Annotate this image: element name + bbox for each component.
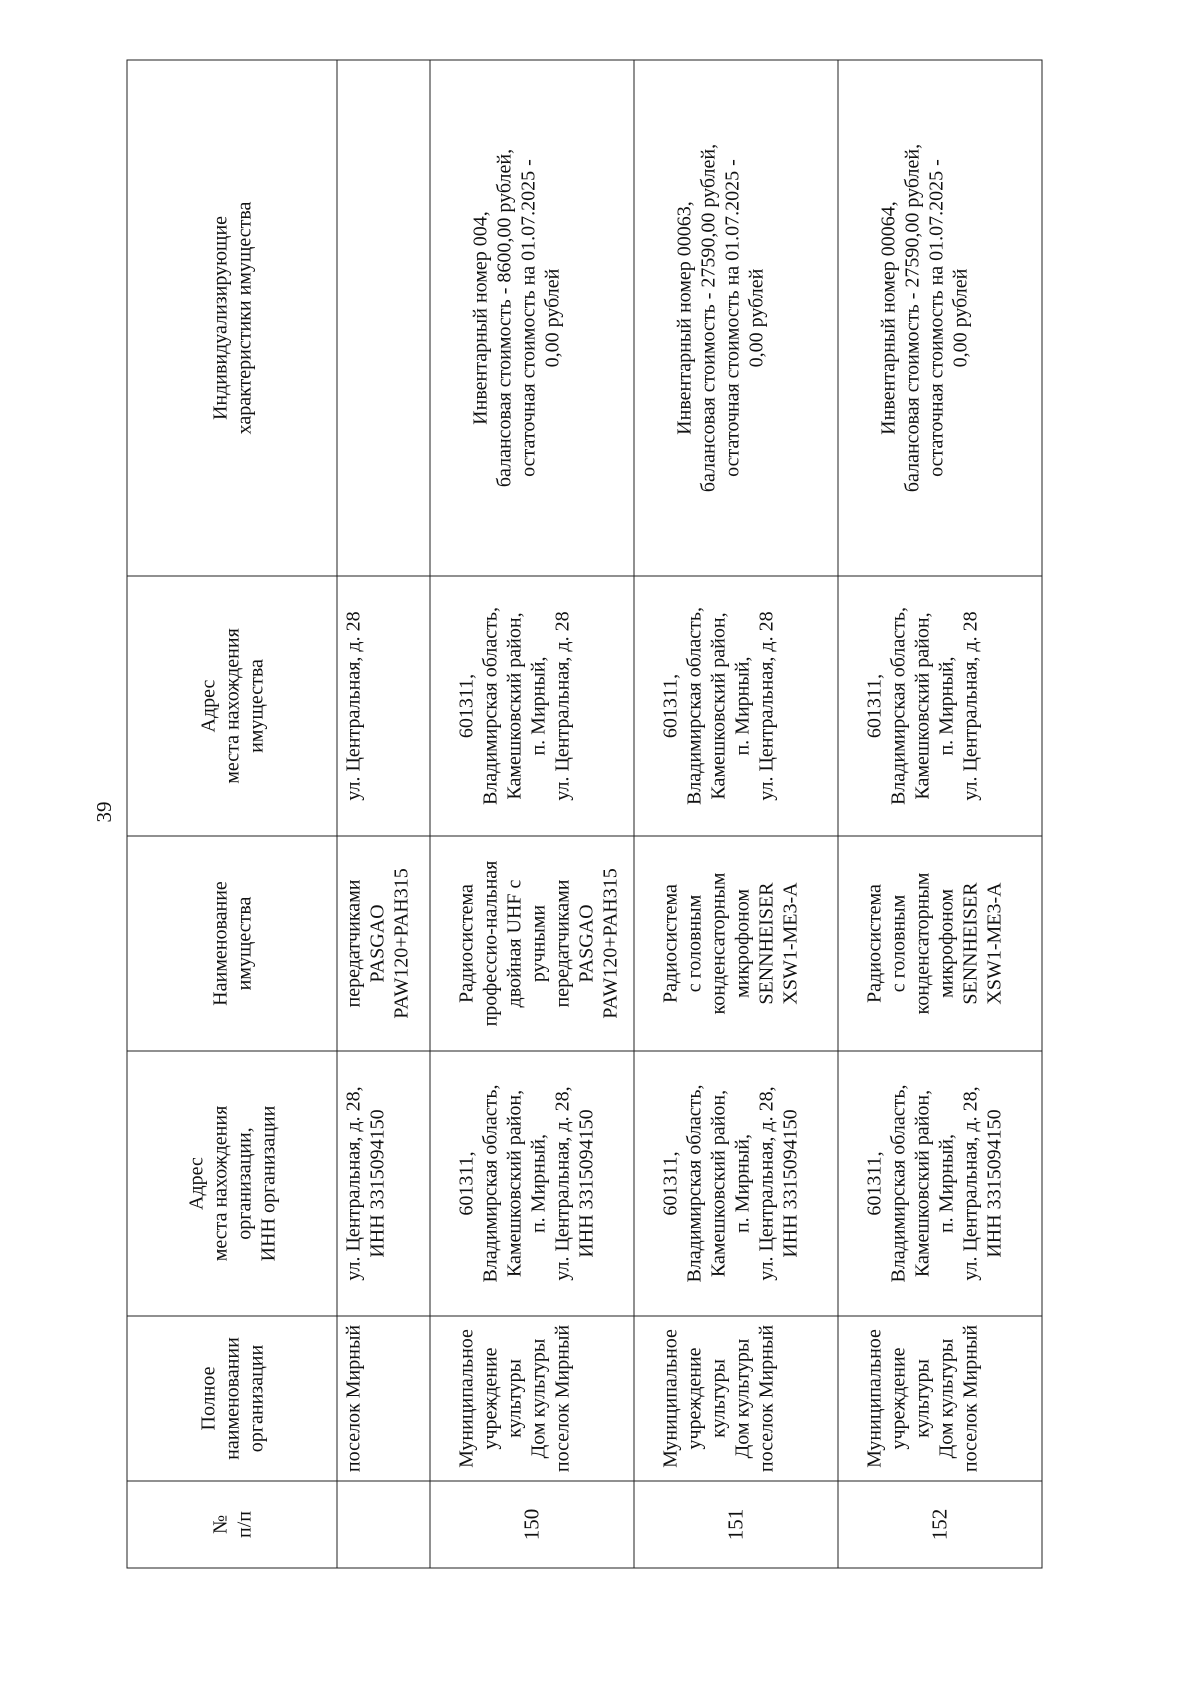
cell-num: 151 — [634, 1481, 838, 1568]
cell-property-name: Радиосистема профессио-нальная двойная UHF с ручными передатчиками PASGAO PAW120+PAH315 — [430, 836, 634, 1051]
header-num: № п/п — [127, 1481, 337, 1568]
cell-full-name: Муниципальное учреждение культуры Дом культуры поселок Мирный — [634, 1316, 838, 1481]
cell-property-address: ул. Центральная, д. 28 — [337, 576, 430, 836]
header-full-name: Полное наименовании организации — [127, 1316, 337, 1481]
cell-characteristics: Инвентарный номер 00064, балансовая стоимость - 27590,00 рублей, остаточная стоимость на 01.07.2025 - 0,00 рублей — [838, 60, 1042, 576]
cell-num: 150 — [430, 1481, 634, 1568]
cell-property-name: Радиосистема с головным конденсаторным микрофоном SENNHEISER XSW1-ME3-A — [634, 836, 838, 1051]
cell-property-name: передатчиками PASGAO PAW120+PAH315 — [337, 836, 430, 1051]
cell-full-name: Муниципальное учреждение культуры Дом культуры поселок Мирный — [430, 1316, 634, 1481]
property-table — [127, 60, 1043, 1569]
cell-characteristics: Инвентарный номер 004, балансовая стоимость - 8600,00 рублей, остаточная стоимость на 01.07.2025 - 0,00 рублей — [430, 60, 634, 576]
table-header-row — [127, 60, 337, 1568]
cell-full-name: поселок Мирный — [337, 1316, 430, 1481]
cell-org-address: 601311, Владимирская область, Камешковский район, п. Мирный, ул. Центральная, д. 28, ИНН 3315094150 — [634, 1051, 838, 1316]
property-table-container — [127, 61, 1042, 1569]
table-row — [838, 60, 1042, 1568]
cell-num: 152 — [838, 1481, 1042, 1568]
cell-characteristics — [337, 60, 430, 576]
cell-property-address: 601311, Владимирская область, Камешковский район, п. Мирный, ул. Центральная, д. 28 — [838, 576, 1042, 836]
table-row — [634, 60, 838, 1568]
cell-org-address: 601311, Владимирская область, Камешковский район, п. Мирный, ул. Центральная, д. 28, ИНН 3315094150 — [430, 1051, 634, 1316]
cell-property-name: Радиосистема с головным конденсаторным микрофоном SENNHEISER XSW1-ME3-A — [838, 836, 1042, 1051]
cell-num — [337, 1481, 430, 1568]
page-number: 39 — [92, 801, 116, 823]
cell-property-address: 601311, Владимирская область, Камешковский район, п. Мирный, ул. Центральная, д. 28 — [634, 576, 838, 836]
cell-characteristics: Инвентарный номер 00063, балансовая стоимость - 27590,00 рублей, остаточная стоимость на 01.07.2025 - 0,00 рублей — [634, 60, 838, 576]
cell-full-name: Муниципальное учреждение культуры Дом культуры поселок Мирный — [838, 1316, 1042, 1481]
cell-org-address: ул. Центральная, д. 28, ИНН 3315094150 — [337, 1051, 430, 1316]
header-property-name: Наименование имущества — [127, 836, 337, 1051]
cell-property-address: 601311, Владимирская область, Камешковский район, п. Мирный, ул. Центральная, д. 28 — [430, 576, 634, 836]
header-property-address: Адрес места нахождения имущества — [127, 576, 337, 836]
table-row — [430, 60, 634, 1568]
header-org-address: Адрес места нахождения организации, ИНН организации — [127, 1051, 337, 1316]
header-characteristics: Индивидуализирующие характеристики имущества — [127, 60, 337, 576]
cell-org-address: 601311, Владимирская область, Камешковский район, п. Мирный, ул. Центральная, д. 28, ИНН 3315094150 — [838, 1051, 1042, 1316]
table-row-continuation — [337, 60, 430, 1568]
